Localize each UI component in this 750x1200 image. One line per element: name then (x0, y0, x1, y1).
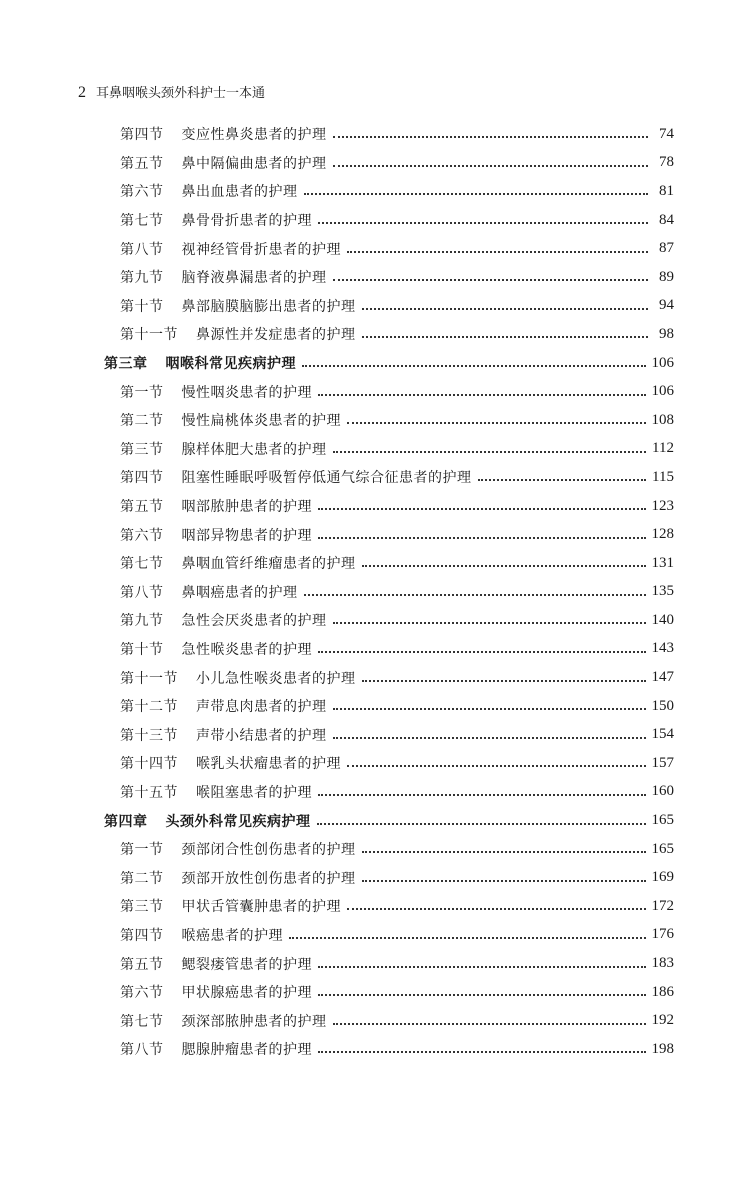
page-ref: 131 (651, 554, 674, 571)
dot-leader (318, 508, 646, 510)
toc-section-row (0, 263, 750, 292)
dot-leader (318, 794, 646, 796)
section-title: 鼻部脑膜脑膨出患者的护理 (181, 298, 356, 315)
toc-section-row (0, 292, 750, 321)
toc-section-row (0, 206, 750, 235)
section-title: 鼻源性并发症患者的护理 (196, 327, 356, 344)
page-ref: 147 (651, 669, 674, 686)
section-number: 第十三节 (120, 727, 178, 744)
section-title: 鳃裂瘘管患者的护理 (181, 956, 312, 973)
dot-leader (362, 565, 646, 567)
dot-leader (289, 937, 646, 939)
page-ref: 143 (651, 640, 674, 657)
page-ref: 89 (659, 268, 674, 285)
section-number: 第一节 (120, 384, 164, 401)
section-number: 第十一节 (120, 327, 178, 344)
page-ref: 78 (659, 154, 674, 171)
dot-leader (318, 966, 646, 968)
page-ref: 87 (659, 240, 674, 257)
toc-section-row (0, 606, 750, 635)
section-number: 第七节 (120, 213, 164, 230)
page-ref: 106 (651, 354, 674, 371)
section-title: 鼻咽血管纤维瘤患者的护理 (181, 556, 356, 573)
toc-section-row (0, 149, 750, 178)
dot-leader (317, 823, 646, 825)
toc-section-row (0, 320, 750, 349)
dot-leader (333, 136, 649, 138)
toc-section-row (0, 177, 750, 206)
dot-leader (362, 851, 646, 853)
section-number: 第二节 (120, 413, 164, 430)
section-title: 喉阻塞患者的护理 (196, 784, 312, 801)
toc-section-row (0, 463, 750, 492)
running-header (78, 82, 265, 102)
dot-leader (362, 880, 646, 882)
page-ref: 160 (651, 783, 674, 800)
section-number: 第六节 (120, 985, 164, 1002)
toc-section-row (0, 549, 750, 578)
section-title: 声带小结患者的护理 (196, 727, 327, 744)
section-title: 小儿急性喉炎患者的护理 (196, 670, 356, 687)
section-title: 鼻中隔偏曲患者的护理 (181, 155, 327, 172)
dot-leader (302, 365, 646, 367)
section-title: 慢性扁桃体炎患者的护理 (181, 413, 341, 430)
section-title: 喉癌患者的护理 (181, 927, 283, 944)
dot-leader (318, 994, 646, 996)
dot-leader (304, 193, 649, 195)
section-number: 第七节 (120, 556, 164, 573)
page-ref: 165 (651, 840, 674, 857)
section-number: 第八节 (120, 584, 164, 601)
section-number: 第二节 (120, 870, 164, 887)
section-number: 第五节 (120, 956, 164, 973)
table-of-contents (0, 120, 750, 1064)
toc-section-row (0, 120, 750, 149)
dot-leader (333, 737, 646, 739)
toc-section-row (0, 492, 750, 521)
section-title: 咽部异物患者的护理 (181, 527, 312, 544)
toc-section-row (0, 663, 750, 692)
toc-section-row (0, 377, 750, 406)
section-title: 视神经管骨折患者的护理 (181, 241, 341, 258)
section-number: 第三节 (120, 899, 164, 916)
toc-section-row (0, 635, 750, 664)
section-title: 阻塞性睡眠呼吸暂停低通气综合征患者的护理 (181, 470, 472, 487)
page-ref: 108 (651, 411, 674, 428)
page-ref: 106 (651, 383, 674, 400)
page-ref: 176 (651, 926, 674, 943)
section-number: 第八节 (120, 1042, 164, 1059)
section-title: 腺样体肥大患者的护理 (181, 441, 327, 458)
section-number: 第十节 (120, 641, 164, 658)
dot-leader (318, 1051, 646, 1053)
section-number: 第八节 (120, 241, 164, 258)
dot-leader (304, 594, 646, 596)
section-title: 急性会厌炎患者的护理 (181, 613, 327, 630)
toc-section-row (0, 234, 750, 263)
section-number: 第十四节 (120, 756, 178, 773)
toc-chapter-row (0, 806, 750, 835)
chapter-title: 咽喉科常见疾病护理 (165, 356, 296, 373)
chapter-number: 第四章 (104, 813, 148, 830)
section-title: 脑脊液鼻漏患者的护理 (181, 270, 327, 287)
toc-section-row (0, 406, 750, 435)
section-number: 第十二节 (120, 699, 178, 716)
page-ref: 135 (651, 583, 674, 600)
page-ref: 98 (659, 325, 674, 342)
toc-section-row (0, 978, 750, 1007)
section-number: 第六节 (120, 527, 164, 544)
dot-leader (333, 708, 646, 710)
section-number: 第四节 (120, 127, 164, 144)
page-ref: 186 (651, 983, 674, 1000)
dot-leader (362, 680, 646, 682)
section-title: 喉乳头状瘤患者的护理 (196, 756, 341, 773)
section-title: 慢性咽炎患者的护理 (181, 384, 312, 401)
page-ref: 123 (651, 497, 674, 514)
section-number: 第十五节 (120, 784, 178, 801)
dot-leader (318, 537, 646, 539)
section-number: 第九节 (120, 270, 164, 287)
toc-section-row (0, 835, 750, 864)
dot-leader (318, 222, 648, 224)
section-title: 变应性鼻炎患者的护理 (181, 127, 327, 144)
dot-leader (333, 165, 649, 167)
page-ref: 183 (651, 955, 674, 972)
section-number: 第一节 (120, 842, 164, 859)
toc-section-row (0, 949, 750, 978)
section-title: 急性喉炎患者的护理 (181, 641, 312, 658)
page-ref: 172 (651, 897, 674, 914)
page-ref: 74 (659, 125, 674, 142)
page-ref: 94 (659, 297, 674, 314)
chapter-title: 头颈外科常见疾病护理 (165, 813, 311, 830)
section-number: 第五节 (120, 155, 164, 172)
toc-section-row (0, 863, 750, 892)
page-ref: 81 (659, 182, 674, 199)
dot-leader (347, 908, 646, 910)
section-title: 鼻出血患者的护理 (181, 184, 298, 201)
page-ref: 157 (651, 754, 674, 771)
section-number: 第五节 (120, 499, 164, 516)
page-ref: 140 (651, 611, 674, 628)
section-number: 第四节 (120, 470, 164, 487)
section-title: 甲状腺癌患者的护理 (181, 985, 312, 1002)
page-ref: 84 (659, 211, 674, 228)
page-number: 2 (78, 84, 86, 101)
page-ref: 150 (651, 697, 674, 714)
dot-leader (318, 651, 646, 653)
section-title: 颈部闭合性创伤患者的护理 (181, 842, 356, 859)
toc-section-row (0, 921, 750, 950)
section-title: 颈深部脓肿患者的护理 (181, 1013, 327, 1030)
section-number: 第九节 (120, 613, 164, 630)
chapter-number: 第三章 (104, 356, 148, 373)
dot-leader (333, 1023, 646, 1025)
toc-section-row (0, 892, 750, 921)
dot-leader (333, 279, 649, 281)
book-title: 耳鼻咽喉头颈外科护士一本通 (96, 86, 266, 101)
page-ref: 192 (651, 1012, 674, 1029)
dot-leader (318, 394, 646, 396)
toc-section-row (0, 692, 750, 721)
dot-leader (347, 251, 648, 253)
toc-section-row (0, 435, 750, 464)
dot-leader (333, 451, 647, 453)
section-number: 第十一节 (120, 670, 178, 687)
page-ref: 169 (651, 869, 674, 886)
section-number: 第七节 (120, 1013, 164, 1030)
page-ref: 115 (652, 468, 674, 485)
page-ref: 112 (652, 440, 674, 457)
toc-section-row (0, 749, 750, 778)
page-ref: 154 (651, 726, 674, 743)
section-title: 声带息肉患者的护理 (196, 699, 327, 716)
section-number: 第六节 (120, 184, 164, 201)
toc-section-row (0, 520, 750, 549)
section-number: 第十节 (120, 298, 164, 315)
section-title: 颈部开放性创伤患者的护理 (181, 870, 356, 887)
dot-leader (347, 765, 646, 767)
page-ref: 198 (651, 1040, 674, 1057)
dot-leader (333, 622, 646, 624)
dot-leader (347, 422, 646, 424)
toc-section-row (0, 578, 750, 607)
section-title: 鼻骨骨折患者的护理 (181, 213, 312, 230)
section-title: 咽部脓肿患者的护理 (181, 499, 312, 516)
section-title: 腮腺肿瘤患者的护理 (181, 1042, 312, 1059)
section-number: 第四节 (120, 927, 164, 944)
toc-section-row (0, 1035, 750, 1064)
section-title: 鼻咽癌患者的护理 (181, 584, 298, 601)
toc-chapter-row (0, 349, 750, 378)
toc-section-row (0, 720, 750, 749)
dot-leader (362, 308, 649, 310)
section-number: 第三节 (120, 441, 164, 458)
section-title: 甲状舌管囊肿患者的护理 (181, 899, 341, 916)
page-ref: 165 (651, 812, 674, 829)
dot-leader (478, 479, 647, 481)
page-ref: 128 (651, 526, 674, 543)
dot-leader (362, 336, 649, 338)
toc-section-row (0, 1006, 750, 1035)
toc-section-row (0, 778, 750, 807)
